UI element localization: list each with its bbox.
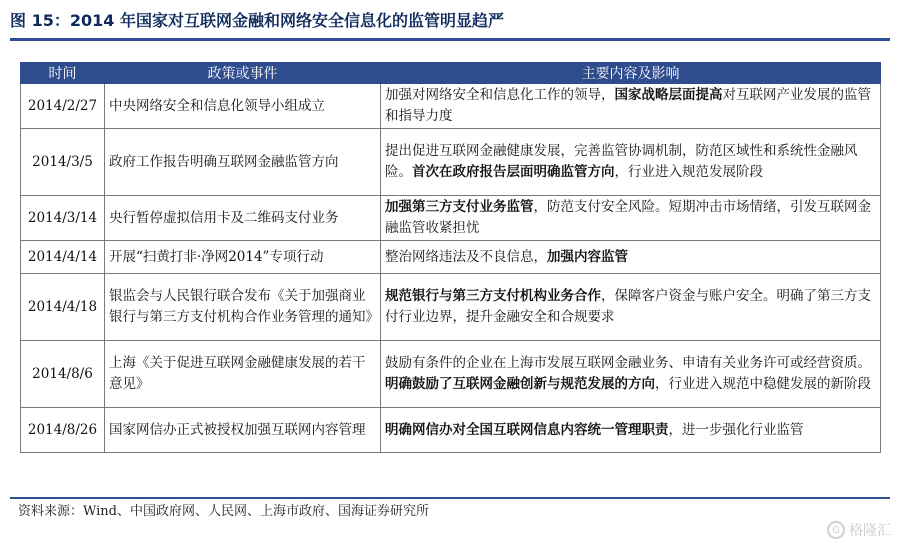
table-row — [21, 408, 881, 453]
content-emphasis: 国家战略层面提高 — [614, 87, 723, 103]
content-emphasis: 明确网信办对全国互联网信息内容统一管理职责 — [385, 421, 669, 438]
content-emphasis: 规范银行与第三方支付机构业务合作 — [385, 288, 601, 304]
content-emphasis: 加强第三方支付业务监管 — [385, 199, 534, 215]
content-text: 鼓励有条件的企业在上海市发展互联网金融业务、申请有关业务许可或经营资质。 — [385, 355, 871, 371]
content-text: 提出促进互联网金融健康发展，完善监管协调机制，防范区域性和系统性金融风险。 — [385, 143, 858, 180]
content-text: ，行业进入规范中稳健发展的新阶段 — [655, 376, 871, 392]
policy-table — [20, 62, 881, 453]
content-emphasis: 明确鼓励了互联网金融创新与规范发展的方向 — [385, 376, 655, 392]
watermark-text: 格隆汇 — [849, 523, 891, 539]
content-text: ，行业进入规范发展阶段 — [614, 164, 763, 180]
table-row — [21, 84, 881, 129]
cell-event: 上海《关于促进互联网金融健康发展的若干意见》 — [105, 341, 381, 408]
cell-content — [381, 196, 881, 241]
cell-event: 政府工作报告明确互联网金融监管方向 — [105, 129, 381, 196]
header-policy: 政策或事件 — [105, 63, 381, 84]
table-row — [21, 129, 881, 196]
cell-event: 中央网络安全和信息化领导小组成立 — [105, 84, 381, 129]
bottom-divider — [10, 497, 890, 499]
content-text: 对互联网产业发展的监管和指导力度 — [385, 87, 871, 124]
content-text: ，防范支付安全风险。短期冲击市场情绪，引发互联网金融监管收紧担忧 — [385, 199, 871, 236]
cell-content — [381, 241, 881, 274]
table-row — [21, 341, 881, 408]
title-divider — [10, 38, 890, 41]
cell-date: 2014/4/14 — [21, 241, 105, 274]
table-header-row — [21, 63, 881, 84]
cell-date: 2014/8/26 — [21, 408, 105, 453]
cell-event: 央行暂停虚拟信用卡及二维码支付业务 — [105, 196, 381, 241]
watermark — [827, 520, 891, 540]
table-row — [21, 196, 881, 241]
content-text: 整治网络违法及不良信息， — [385, 248, 547, 265]
table-row — [21, 274, 881, 341]
content-emphasis: 加强内容监管 — [547, 248, 628, 265]
cell-content — [381, 274, 881, 341]
cell-content — [381, 84, 881, 129]
content-text: ，进一步强化行业监管 — [668, 421, 804, 438]
header-time: 时间 — [21, 63, 105, 84]
cell-content — [381, 341, 881, 408]
content-text: ，保障客户资金与账户安全。明确了第三方支付行业边界，提升金融安全和合规要求 — [385, 288, 871, 325]
figure-title: 图 15：2014 年国家对互联网金融和网络安全信息化的监管明显趋严 — [10, 11, 504, 30]
cell-date: 2014/3/5 — [21, 129, 105, 196]
cell-event: 国家网信办正式被授权加强互联网内容管理 — [105, 408, 381, 453]
watermark-logo-icon: G — [827, 521, 845, 539]
cell-date: 2014/4/18 — [21, 274, 105, 341]
content-text: 加强对网络安全和信息化工作的领导， — [385, 87, 615, 103]
source-note: 资料来源：Wind、中国政府网、人民网、上海市政府、国海证券研究所 — [18, 504, 429, 519]
cell-event: 银监会与人民银行联合发布《关于加强商业银行与第三方支付机构合作业务管理的通知》 — [105, 274, 381, 341]
cell-date: 2014/2/27 — [21, 84, 105, 129]
cell-date: 2014/3/14 — [21, 196, 105, 241]
cell-content — [381, 408, 881, 453]
cell-event: 开展“扫黄打非·净网2014”专项行动 — [105, 241, 381, 274]
content-emphasis: 首次在政府报告层面明确监管方向 — [412, 164, 615, 180]
cell-content — [381, 129, 881, 196]
header-content: 主要内容及影响 — [381, 63, 881, 84]
table-row — [21, 241, 881, 274]
cell-date: 2014/8/6 — [21, 341, 105, 408]
